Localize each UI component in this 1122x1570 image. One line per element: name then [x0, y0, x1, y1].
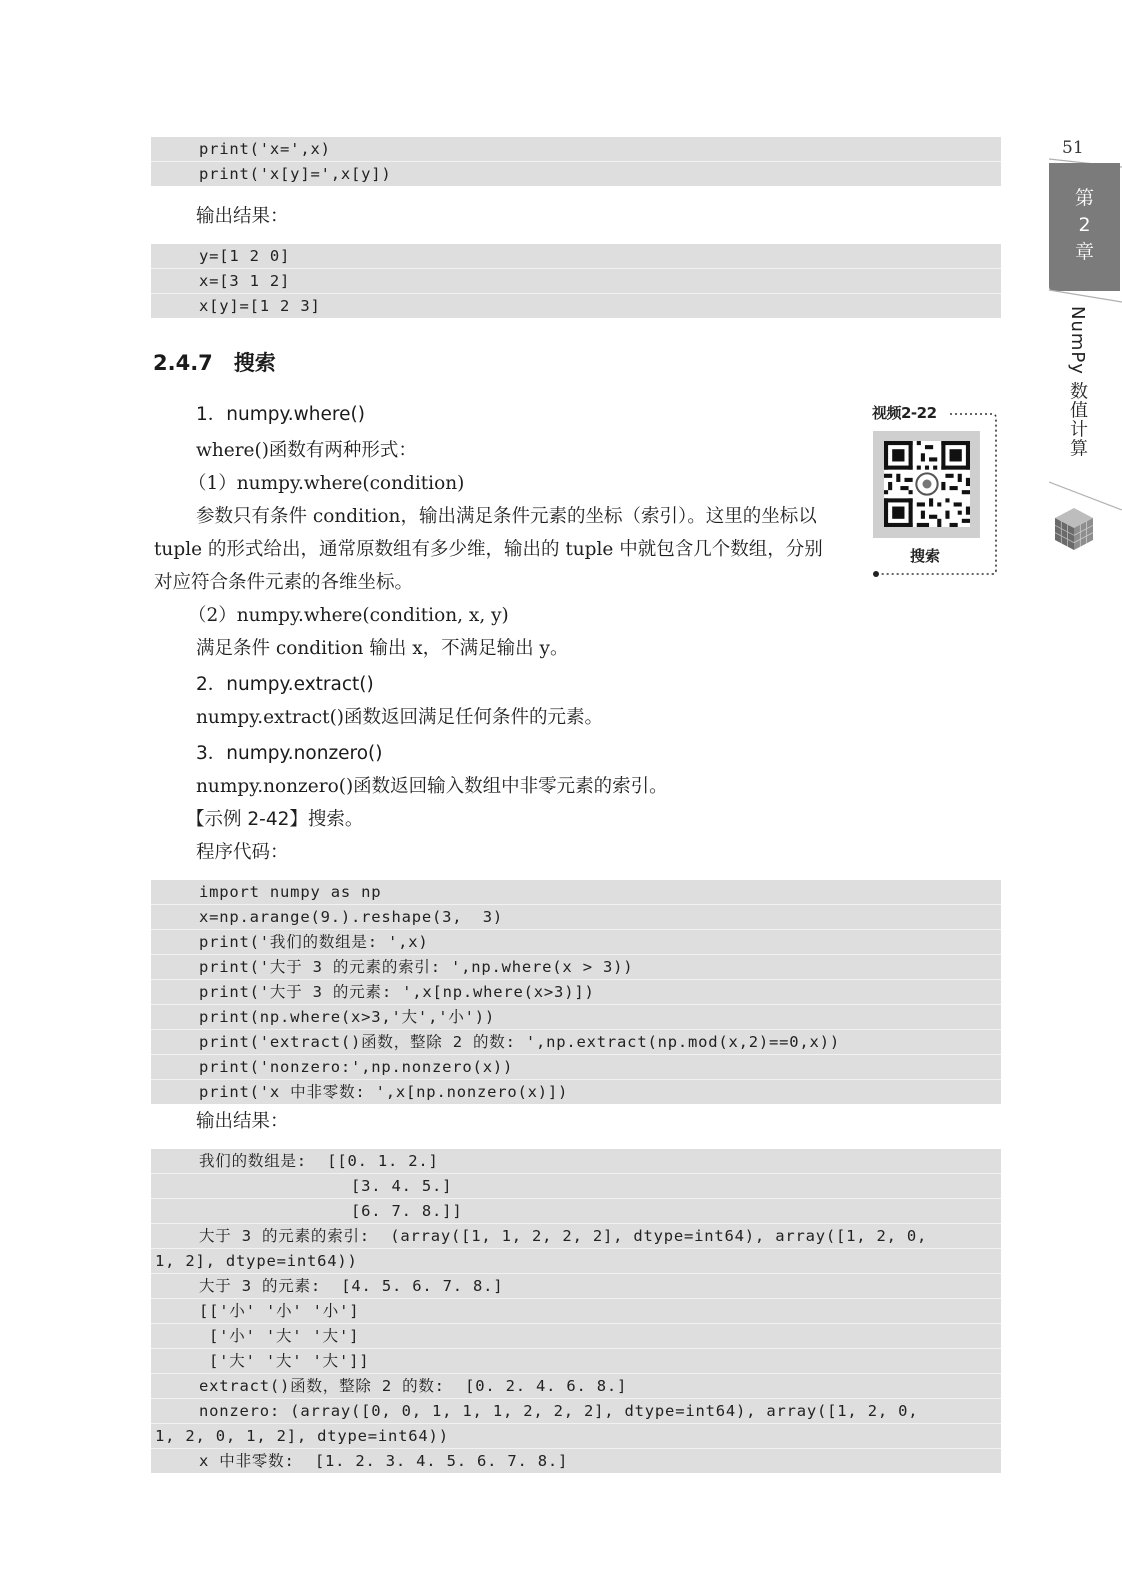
code-line: print('extract()函数，整除 2 的数: ',np.extract(np.mod(x,2)==0,x)) [151, 1030, 1001, 1055]
output-line: [3. 4. 5.] [151, 1174, 1001, 1199]
output-line: y=[1 2 0] [151, 244, 1001, 269]
code-block-top [151, 137, 1001, 186]
subheading-nonzero: 3．numpy.nonzero() [196, 743, 383, 764]
code-line: print('x 中非零数: ',x[np.nonzero(x)]) [199, 1083, 569, 1101]
side-title: NumPy 数值计算 [1067, 306, 1088, 458]
output-label: 输出结果： [196, 1111, 289, 1132]
paragraph: numpy.extract()函数返回满足任何条件的元素。 [196, 707, 604, 728]
output-line: extract()函数，整除 2 的数: [0. 2. 4. 6. 8.] [151, 1374, 1001, 1399]
output-label: 输出结果： [196, 206, 289, 227]
output-line: nonzero: (array([0, 0, 1, 1, 1, 2, 2, 2], dtype=int64), array([1, 2, 0, [151, 1399, 1001, 1424]
output-block-top [151, 244, 1001, 318]
output-block-main [151, 1149, 1001, 1473]
video-box [872, 400, 998, 578]
code-line: print('x=',x) [151, 137, 1001, 162]
chapter-tab-line1: 第 [1074, 187, 1094, 209]
code-line: print(np.where(x>3,'大','小')) [151, 1005, 1001, 1030]
paragraph: 满足条件 condition 输出 x，不满足输出 y。 [196, 638, 569, 659]
paragraph: 参数只有条件 condition，输出满足条件元素的坐标（索引）。这里的坐标以 [196, 506, 817, 527]
cube-logo-icon [1052, 505, 1096, 553]
code-line: import numpy as np [151, 880, 1001, 905]
paragraph: 对应符合条件元素的各维坐标。 [154, 572, 414, 593]
output-line: [['小' '小' '小'] [151, 1299, 1001, 1324]
paragraph: numpy.nonzero()函数返回输入数组中非零元素的索引。 [196, 776, 668, 797]
output-line: ['大' '大' '大']] [151, 1349, 1001, 1374]
example-name: 搜索。 [307, 809, 364, 830]
output-line: [6. 7. 8.]] [151, 1199, 1001, 1224]
section-heading: 2.4.7 搜索 [153, 351, 276, 375]
output-line: x=[3 1 2] [151, 269, 1001, 294]
subheading-extract: 2．numpy.extract() [196, 674, 374, 695]
example-title [186, 803, 363, 836]
qr-code-icon [884, 441, 970, 527]
output-line: x 中非零数: [1. 2. 3. 4. 5. 6. 7. 8.] [199, 1452, 569, 1470]
paragraph: tuple 的形式给出，通常原数组有多少维，输出的 tuple 中就包含几个数组，分别 [154, 539, 823, 560]
chapter-tab [1049, 163, 1120, 291]
output-line: 我们的数组是: [[0. 1. 2.] [151, 1149, 1001, 1174]
output-line: 1, 2, 0, 1, 2], dtype=int64)) [151, 1424, 1001, 1449]
output-line: x[y]=[1 2 3] [199, 297, 321, 315]
code-line: print('x[y]=',x[y]) [199, 165, 392, 183]
paragraph: where()函数有两种形式： [196, 440, 417, 461]
code-block-main [151, 880, 1001, 1104]
video-box-title: 视频2-22 [872, 404, 937, 422]
code-line: print('大于 3 的元素: ',x[np.where(x>3)]) [151, 980, 1001, 1005]
chapter-tab-rule [1049, 288, 1122, 304]
video-box-caption: 搜索 [910, 547, 941, 565]
output-line: 大于 3 的元素的索引: (array([1, 1, 2, 2, 2], dtype=int64), array([1, 2, 0, [151, 1224, 1001, 1249]
output-line: 大于 3 的元素: [4. 5. 6. 7. 8.] [151, 1274, 1001, 1299]
chapter-tab-line3: 章 [1074, 241, 1094, 263]
code-line: x=np.arange(9.).reshape(3, 3) [151, 905, 1001, 930]
paragraph: （1）numpy.where(condition) [188, 473, 465, 494]
code-line: print('nonzero:',np.nonzero(x)) [151, 1055, 1001, 1080]
code-label: 程序代码： [196, 842, 289, 863]
example-label: 【示例 2-42】 [186, 809, 308, 830]
output-line: ['小' '大' '大'] [151, 1324, 1001, 1349]
paragraph: （2）numpy.where(condition, x, y) [188, 605, 509, 626]
code-line: print('大于 3 的元素的索引: ',np.where(x > 3)) [151, 955, 1001, 980]
subheading-where: 1．numpy.where() [196, 404, 365, 425]
chapter-tab-line2: 2 [1078, 214, 1091, 236]
output-line: 1, 2], dtype=int64)) [151, 1249, 1001, 1274]
code-line: print('我们的数组是: ',x) [151, 930, 1001, 955]
page-number: 51 [1062, 138, 1084, 158]
